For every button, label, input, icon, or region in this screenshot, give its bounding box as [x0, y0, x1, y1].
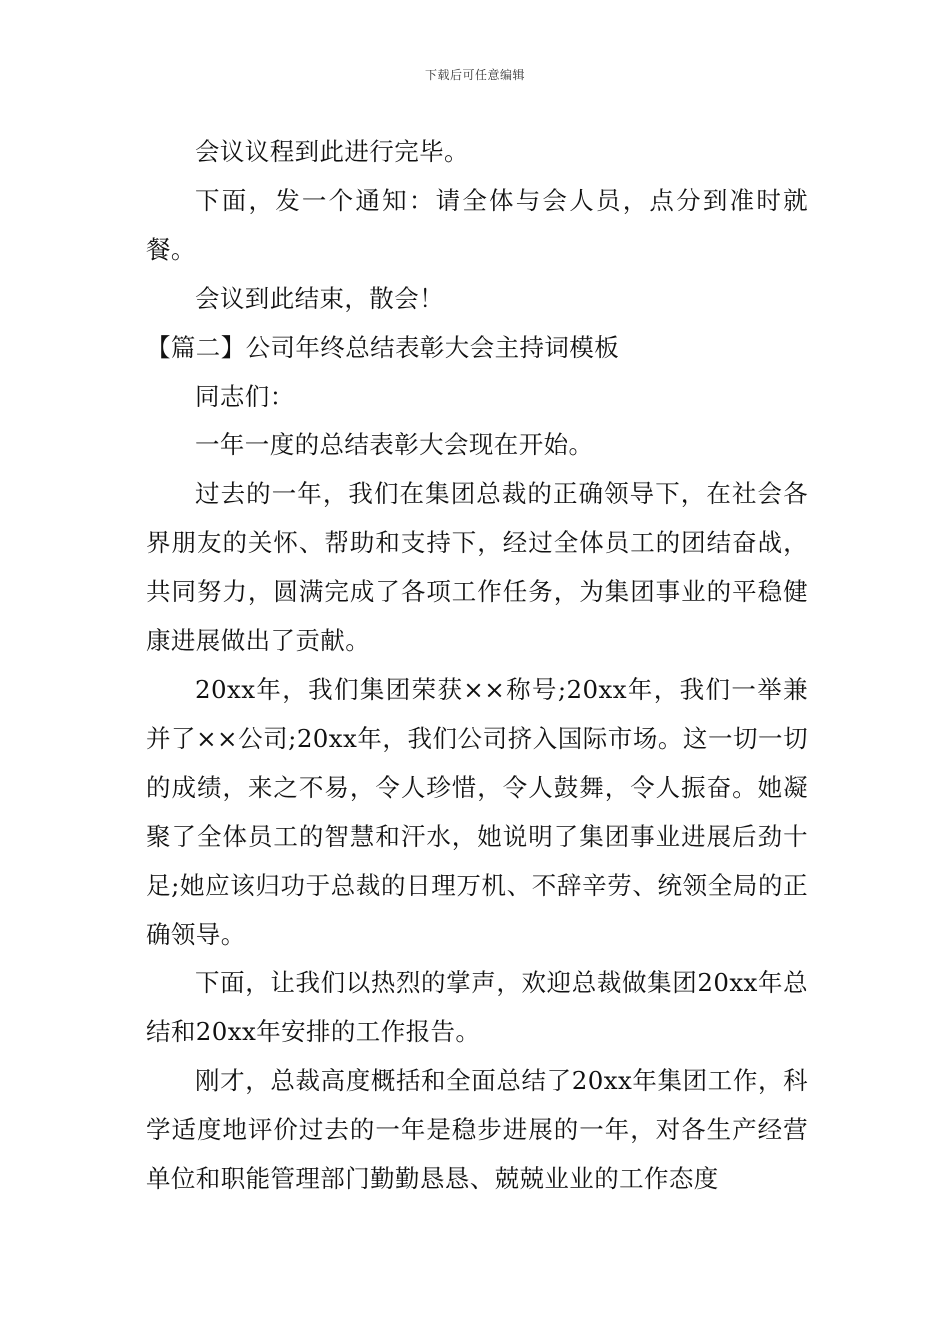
paragraph-salutation: 同志们：	[195, 381, 295, 411]
document-body	[146, 128, 808, 1204]
paragraph-summary-review: 刚才，总裁高度概括和全面总结了20xx年集团工作，科学适度地评价过去的一年是稳步进展的一年，对各生产经营单位和职能管理部门勤勤恳恳、兢兢业业的工作态度	[146, 1066, 808, 1194]
paragraph-meeting-end: 会议到此结束，散会！	[195, 283, 444, 313]
page-header-note: 下载后可任意编辑	[424, 68, 525, 82]
paragraph-opening: 一年一度的总结表彰大会现在开始。	[195, 430, 594, 460]
paragraph-welcome-report: 下面，让我们以热烈的掌声，欢迎总裁做集团20xx年总结和20xx年安排的工作报告。	[146, 968, 808, 1047]
section-title: 【篇二】公司年终总结表彰大会主持词模板	[146, 332, 620, 362]
paragraph-past-year: 过去的一年，我们在集团总裁的正确领导下，在社会各界朋友的关怀、帮助和支持下，经过全体员工的团结奋战，共同努力，圆满完成了各项工作任务，为集团事业的平稳健康进展做出了贡献。	[146, 479, 808, 656]
paragraph-achievements: 20xx年，我们集团荣获××称号;20xx年，我们一举兼并了××公司;20xx年，我们公司挤入国际市场。这一切一切的成绩，来之不易，令人珍惜，令人鼓舞，令人振奋。她凝聚了全体员工的智慧和汗水，她说明了集团事业进展后劲十足;她应该归功于总裁的日理万机、不辞辛劳、统领全局的正确领导。	[146, 674, 808, 949]
paragraph-agenda-complete: 会议议程到此进行完毕。	[195, 137, 469, 166]
paragraph-dinner-notice: 下面，发一个通知：请全体与会人员，点分到准时就餐。	[146, 185, 808, 264]
